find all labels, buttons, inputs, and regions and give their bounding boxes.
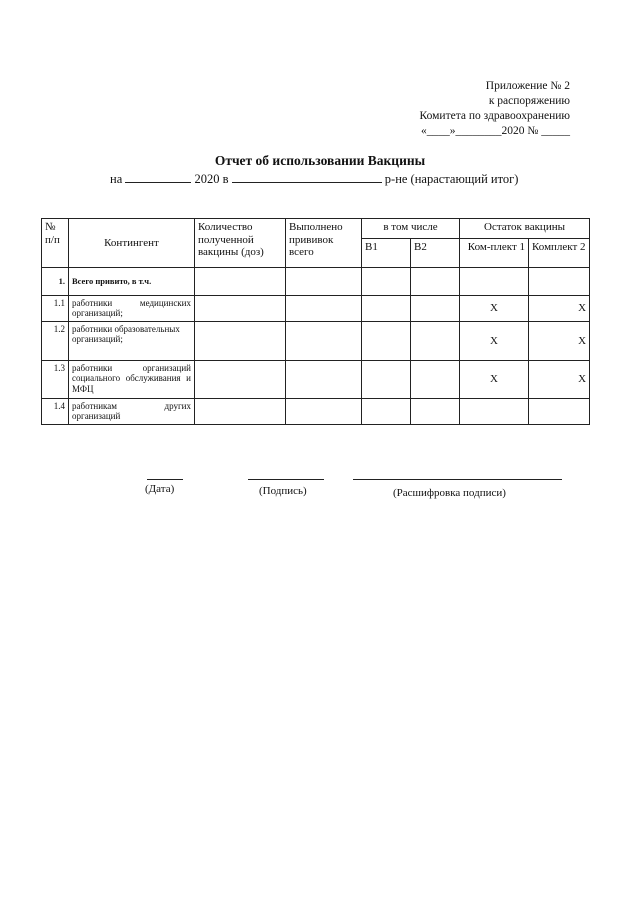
decode-caption: (Расшифровка подписи) — [393, 487, 506, 499]
done-cell[interactable] — [286, 322, 362, 361]
v2-cell[interactable] — [411, 296, 460, 322]
district-blank-field[interactable] — [232, 171, 382, 183]
kit2-cell[interactable]: X — [529, 361, 590, 399]
signature-caption: (Подпись) — [259, 485, 307, 497]
table-row — [42, 399, 590, 425]
header-v1: В1 — [362, 239, 411, 268]
kit2-cell[interactable] — [529, 268, 590, 296]
kit2-cell[interactable]: X — [529, 322, 590, 361]
kit1-cell[interactable] — [460, 399, 529, 425]
subtitle-suffix: р-не (нарастающий итог) — [384, 172, 519, 186]
date-caption: (Дата) — [145, 483, 175, 495]
done-cell[interactable] — [286, 399, 362, 425]
v1-cell[interactable] — [362, 322, 411, 361]
subtitle-prefix: на — [110, 172, 123, 186]
header-received: Количество полученной вакцины (доз) — [195, 219, 286, 268]
received-cell[interactable] — [195, 322, 286, 361]
v1-cell[interactable] — [362, 296, 411, 322]
appendix-line-1: Приложение № 2 — [485, 80, 570, 92]
subtitle-in: в — [222, 172, 229, 186]
row-num: 1.1 — [42, 296, 69, 322]
v1-cell[interactable] — [362, 268, 411, 296]
kit1-cell[interactable] — [460, 268, 529, 296]
v2-cell[interactable] — [411, 399, 460, 425]
report-title: Отчет об использовании Вакцины — [214, 153, 426, 168]
received-cell[interactable] — [195, 361, 286, 399]
date-blank-field[interactable] — [125, 171, 191, 183]
row-label: работники образовательных организаций; — [69, 322, 195, 361]
row-label: работники медицинских организаций; — [69, 296, 195, 322]
done-cell[interactable] — [286, 361, 362, 399]
header-remainder: Остаток вакцины — [460, 219, 590, 239]
header-including: в том числе — [362, 219, 460, 239]
v2-cell[interactable] — [411, 268, 460, 296]
v2-cell[interactable] — [411, 322, 460, 361]
signature-line[interactable] — [248, 479, 324, 480]
kit1-cell[interactable]: X — [460, 322, 529, 361]
received-cell[interactable] — [195, 268, 286, 296]
table-row — [42, 361, 590, 399]
header-row-1 — [42, 219, 590, 239]
appendix-line-3: Комитета по здравоохранению — [419, 110, 570, 122]
row-label: работникам других организаций — [69, 399, 195, 425]
report-subtitle — [110, 171, 518, 187]
appendix-line-2: к распоряжению — [488, 95, 570, 107]
kit2-cell[interactable] — [529, 399, 590, 425]
vaccine-report-table — [41, 218, 590, 425]
header-kit2: Комплект 2 — [529, 239, 590, 268]
header-v2: В2 — [411, 239, 460, 268]
done-cell[interactable] — [286, 268, 362, 296]
received-cell[interactable] — [195, 296, 286, 322]
kit1-cell[interactable]: X — [460, 361, 529, 399]
v1-cell[interactable] — [362, 361, 411, 399]
row-num: 1.3 — [42, 361, 69, 399]
table-row — [42, 268, 590, 296]
received-cell[interactable] — [195, 399, 286, 425]
v2-cell[interactable] — [411, 361, 460, 399]
row-num: 1.2 — [42, 322, 69, 361]
header-done: Выполнено прививок всего — [286, 219, 362, 268]
date-signature-line[interactable] — [147, 479, 183, 480]
row-label: работники организаций социального обслуживания и МФЦ — [69, 361, 195, 399]
v1-cell[interactable] — [362, 399, 411, 425]
row-num: 1.4 — [42, 399, 69, 425]
decode-signature-line[interactable] — [353, 479, 562, 480]
subtitle-year: 2020 — [194, 172, 220, 186]
appendix-line-4: «____»________2020 № _____ — [421, 125, 570, 137]
kit2-cell[interactable]: X — [529, 296, 590, 322]
table-row — [42, 296, 590, 322]
done-cell[interactable] — [286, 296, 362, 322]
header-contingent: Контингент — [69, 219, 195, 268]
table-row — [42, 322, 590, 361]
header-kit1: Ком-плект 1 — [460, 239, 529, 268]
row-label: Всего привито, в т.ч. — [69, 268, 195, 296]
kit1-cell[interactable]: X — [460, 296, 529, 322]
row-num: 1. — [42, 268, 69, 296]
header-num: № п/п — [42, 219, 69, 268]
